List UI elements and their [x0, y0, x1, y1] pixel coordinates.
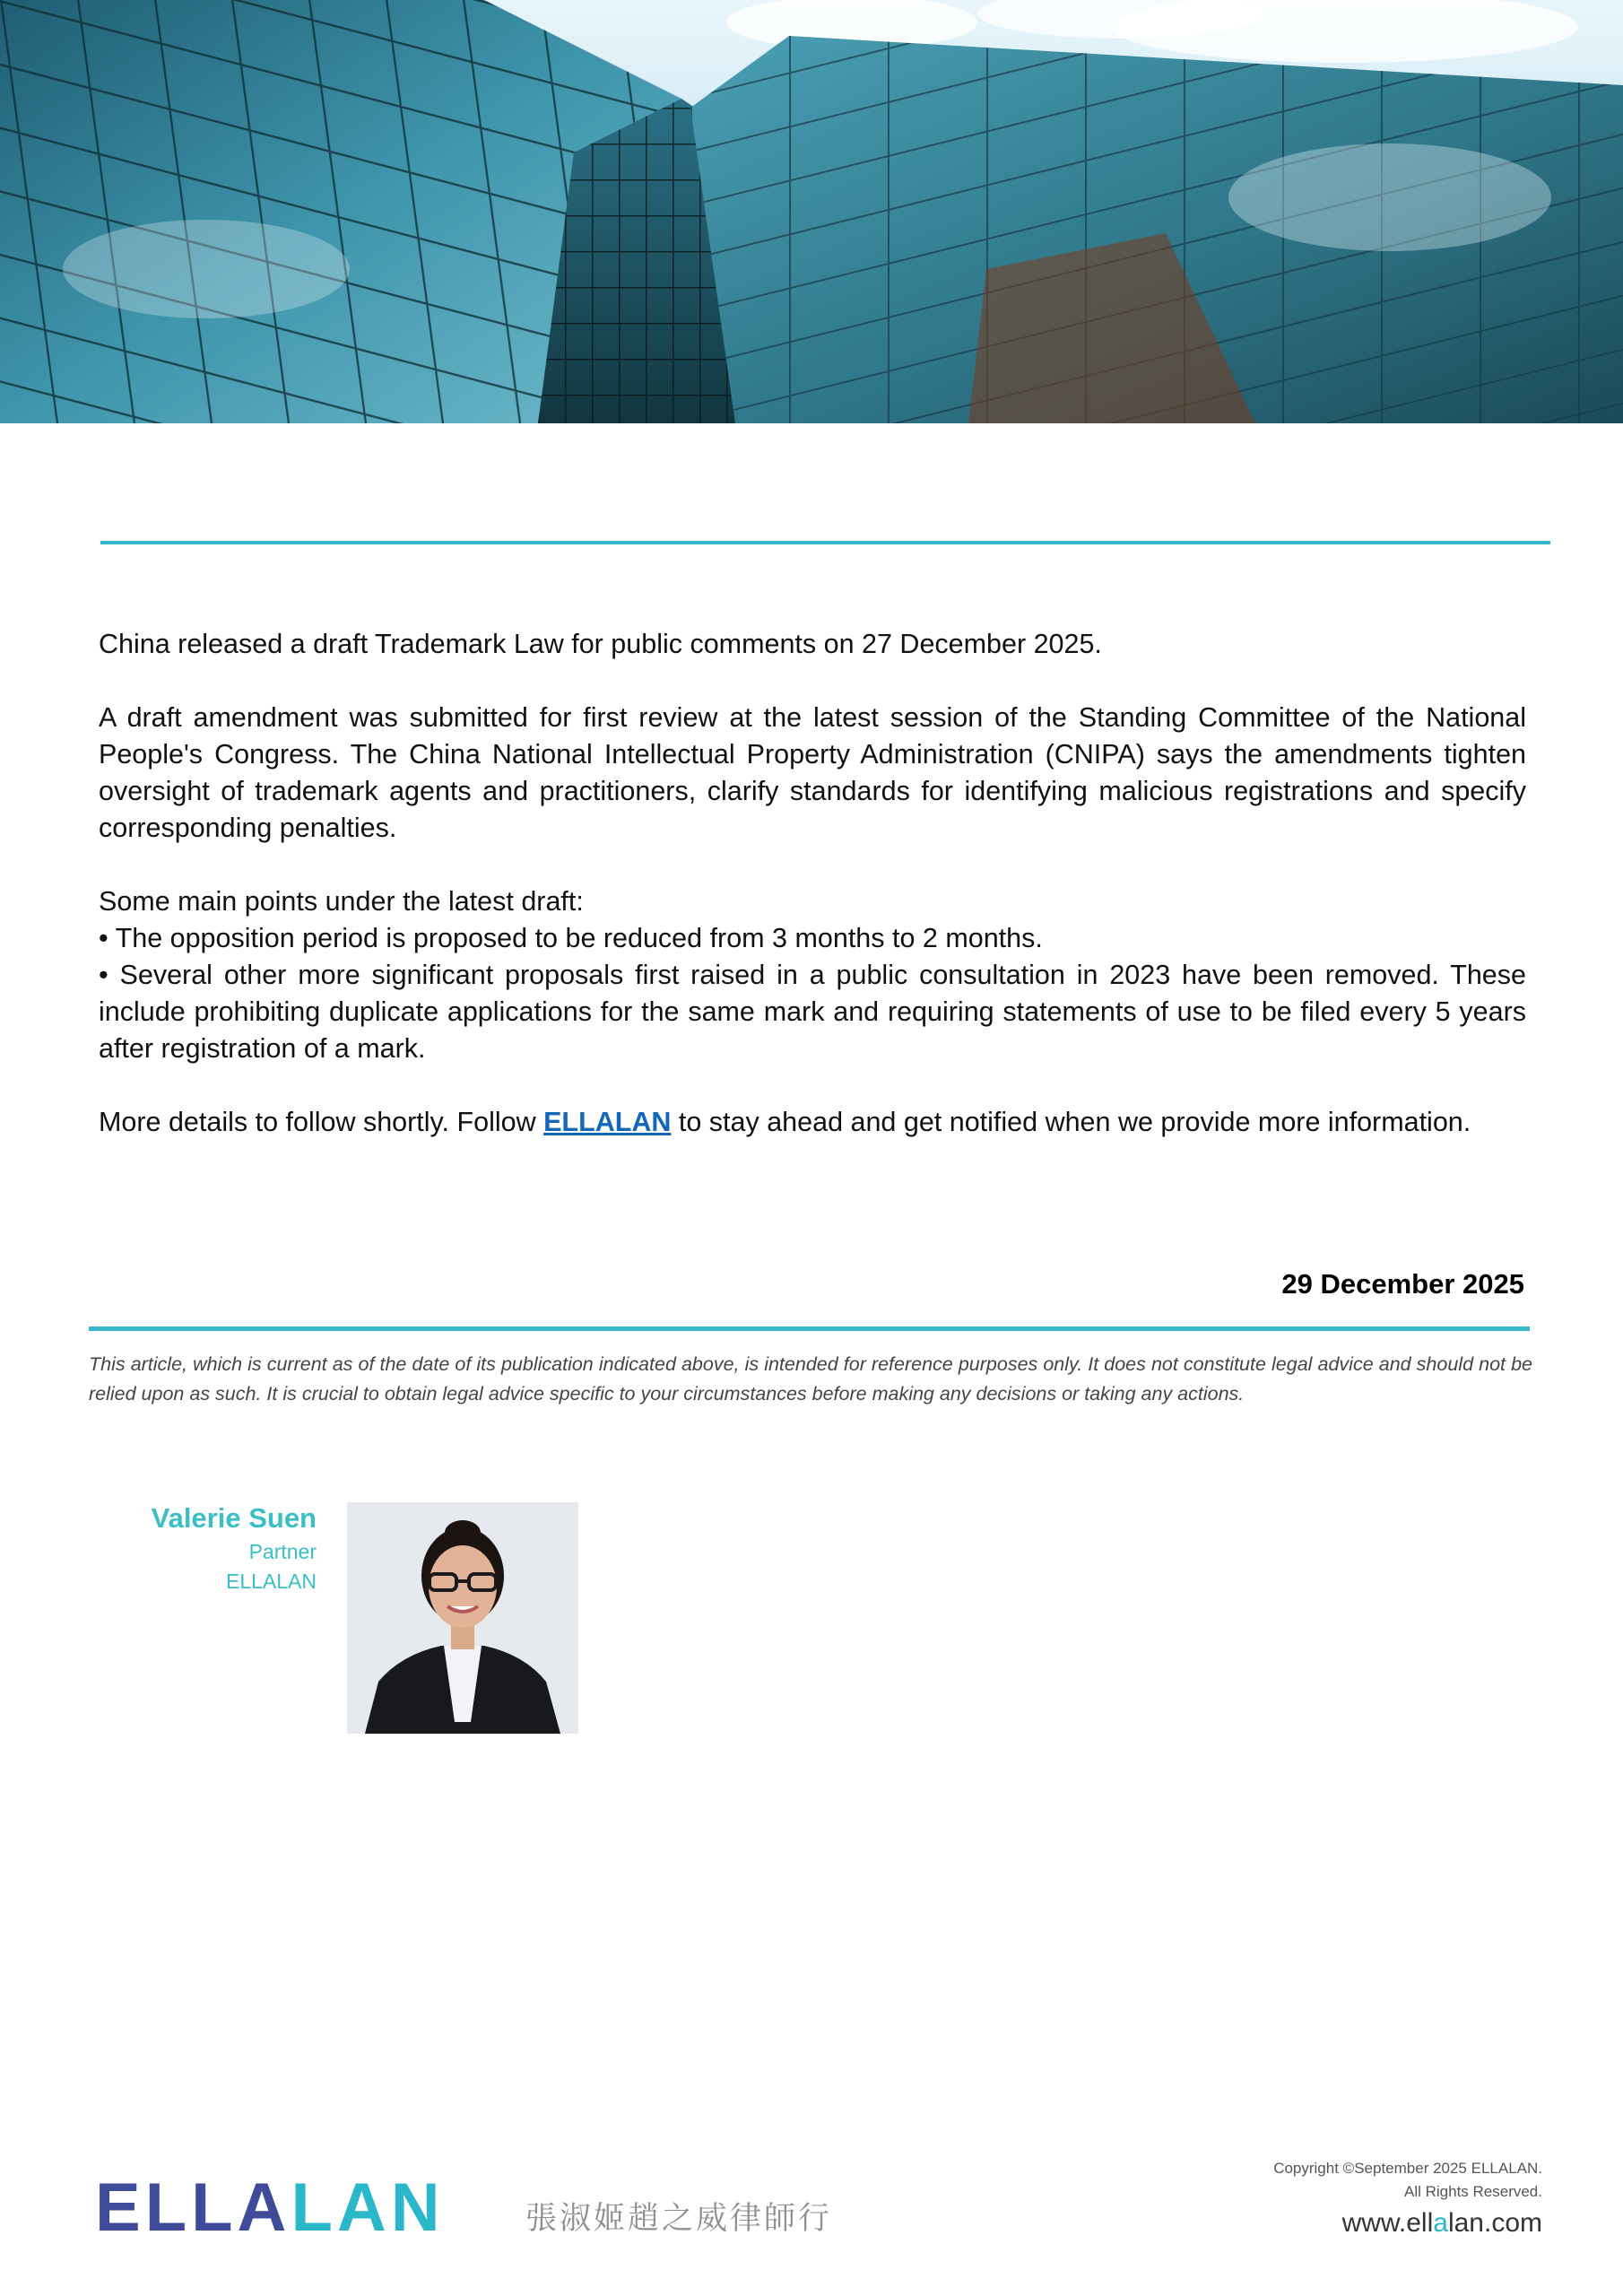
website-part-1: www.ell [1341, 2208, 1434, 2238]
website-url[interactable] [1342, 2208, 1542, 2239]
ellalan-logo [95, 2170, 445, 2246]
follow-paragraph [99, 1104, 1526, 1141]
ellalan-link[interactable]: ELLALAN [543, 1107, 672, 1137]
author-portrait [347, 1502, 578, 1734]
publication-date: 29 December 2025 [1281, 1268, 1524, 1300]
points-intro: Some main points under the latest draft: [99, 886, 584, 917]
article-body [99, 626, 1526, 1178]
copyright-line-2: All Rights Reserved. [1403, 2183, 1542, 2200]
copyright-notice [1273, 2157, 1542, 2204]
logo-chinese-name: 張淑姬趙之威律師行 [525, 2201, 833, 2237]
logo-text-lan: LAN [291, 2170, 445, 2246]
author-info [152, 1500, 317, 1596]
bullet-point-removed-proposals: • Several other more significant proposals first raised in a public consultation in 2023 have been removed. These include prohibiting duplicate applications for the same mark and requiring statements of use to be filed every 5 years after registration of a mark. [99, 960, 1526, 1064]
follow-text-before: More details to follow shortly. Follow [99, 1107, 544, 1137]
website-part-highlight: a [1433, 2208, 1448, 2238]
follow-text-after: to stay ahead and get notified when we provide more information. [671, 1107, 1471, 1137]
hero-banner-image [0, 0, 1623, 423]
article-paragraph-detail: A draft amendment was submitted for first review at the latest session of the Standing Committee of the National People's Congress. The China National Intellectual Property Administration (CNIPA) says the amendments tighten oversight of trademark agents and practitioners, clarify standards for identifying malicious registrations and specify corresponding penalties. [99, 702, 1526, 843]
author-title: Partner [248, 1540, 317, 1563]
top-divider [100, 541, 1550, 544]
author-firm: ELLALAN [225, 1570, 317, 1593]
logo-text-ella: ELLA [95, 2170, 291, 2246]
disclaimer-text: This article, which is current as of the date of its publication indicated above, is intended for reference purposes only. It does not constitute legal advice and should not be relied upon as such. It is crucial to obtain legal advice specific to your circumstances before making any decisions or taking any actions. [89, 1353, 1532, 1405]
author-name: Valerie Suen [151, 1502, 317, 1534]
glass-skyscrapers-photo [0, 0, 1623, 423]
article-paragraph-intro: China released a draft Trademark Law for public comments on 27 December 2025. [99, 629, 1102, 659]
copyright-line-1: Copyright ©September 2025 ELLALAN. [1273, 2160, 1542, 2177]
bottom-divider [89, 1326, 1530, 1331]
bullet-point-opposition-period: • The opposition period is proposed to be reduced from 3 months to 2 months. [99, 923, 1043, 953]
author-portrait-photo [347, 1502, 578, 1734]
website-part-2: lan.com [1447, 2208, 1542, 2238]
